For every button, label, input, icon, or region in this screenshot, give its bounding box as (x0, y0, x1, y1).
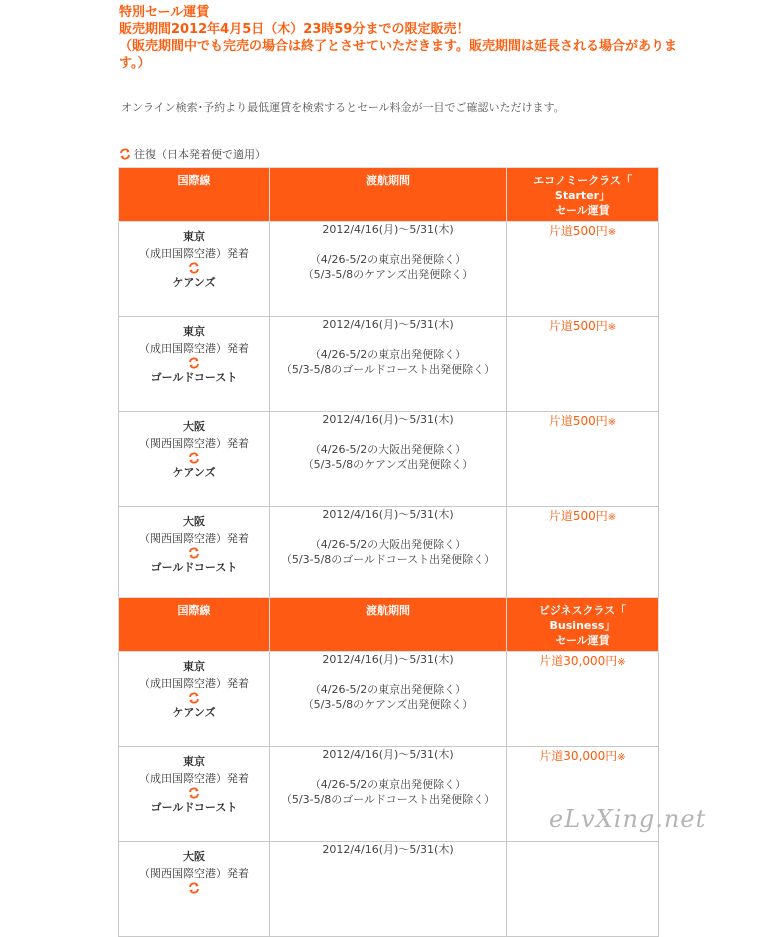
origin-city: 東京 (183, 660, 205, 673)
travel-period: 2012/4/16(月)～5/31(木) (322, 223, 454, 236)
route-label (119, 146, 266, 162)
period-cell (270, 652, 507, 747)
route-arrow-icon (188, 547, 200, 559)
fare-note-mark: ※ (607, 512, 617, 523)
price-cell (507, 652, 659, 747)
route-cell (119, 652, 270, 747)
circular-arrows-icon (119, 148, 131, 160)
intro-text: オンライン検索･予約より最低運賃を検索するとセール料金が一目でご確認いただけます。 (121, 101, 565, 114)
header-fare: ビジネスクラス「 Business」 セール運賃 (507, 598, 659, 652)
origin-city: 東京 (183, 230, 205, 243)
price-cell (507, 842, 659, 937)
exclusion-2: （5/3-5/8のゴールドコースト出発便除く） (280, 553, 496, 566)
header-period: 渡航期間 (270, 598, 507, 652)
fare-price: 片道500円 (548, 509, 608, 523)
exclusion-1: （4/26-5/2の東京出発便除く） (309, 778, 467, 791)
period-cell (270, 412, 507, 507)
route-cell (119, 747, 270, 842)
origin-airport: （成田国際空港）発着 (139, 677, 249, 690)
sale-period: 販売期間2012年4月5日（木）23時59分までの限定販売！ (119, 22, 470, 37)
table-row (119, 412, 659, 507)
table-row (119, 507, 659, 602)
origin-city: 東京 (183, 755, 205, 768)
travel-period: 2012/4/16(月)～5/31(木) (322, 318, 454, 331)
origin-airport: （成田国際空港）発着 (139, 247, 249, 260)
route-arrow-icon (188, 262, 200, 274)
exclusion-1: （4/26-5/2の東京出発便除く） (309, 683, 467, 696)
period-cell (270, 842, 507, 937)
header-period: 渡航期間 (270, 168, 507, 222)
table-header-row (119, 598, 659, 652)
destination-city: ケアンズ (172, 706, 216, 719)
price-cell (507, 222, 659, 317)
travel-period: 2012/4/16(月)～5/31(木) (322, 653, 454, 666)
route-arrow-icon (188, 357, 200, 369)
table-row (119, 842, 659, 937)
fare-note-mark: ※ (617, 752, 626, 763)
period-cell (270, 507, 507, 602)
period-cell (270, 222, 507, 317)
origin-city: 大阪 (183, 515, 205, 528)
exclusion-1: （4/26-5/2の大阪出発便除く） (309, 538, 467, 551)
exclusion-1: （4/26-5/2の東京出発便除く） (309, 253, 467, 266)
route-arrow-icon (188, 882, 200, 894)
sale-headline (119, 4, 679, 72)
price-cell (507, 317, 659, 412)
period-cell (270, 747, 507, 842)
fare-price: 片道500円 (548, 319, 608, 333)
fare-note-mark: ※ (607, 227, 617, 238)
destination-city: ゴールドコースト (150, 561, 238, 574)
destination-city: ゴールドコースト (150, 371, 238, 384)
route-arrow-icon (188, 787, 200, 799)
exclusion-2: （5/3-5/8のケアンズ出発便除く） (302, 458, 474, 471)
destination-city: ゴールドコースト (150, 801, 238, 814)
origin-city: 大阪 (183, 420, 205, 433)
exclusion-1: （4/26-5/2の東京出発便除く） (309, 348, 467, 361)
fare-price: 片道500円 (548, 414, 608, 428)
route-cell (119, 222, 270, 317)
origin-airport: （成田国際空港）発着 (139, 772, 249, 785)
business-fare-table (118, 597, 659, 937)
travel-period: 2012/4/16(月)～5/31(木) (322, 413, 454, 426)
route-arrow-icon (188, 452, 200, 464)
economy-fare-table (118, 167, 659, 602)
header-route: 国際線 (119, 168, 270, 222)
route-arrow-icon (188, 692, 200, 704)
travel-period: 2012/4/16(月)～5/31(木) (322, 843, 454, 856)
fare-note-mark: ※ (607, 322, 617, 333)
origin-airport: （関西国際空港）発着 (139, 532, 249, 545)
route-label-text: 往復（日本発着便で適用） (134, 148, 266, 161)
fare-price: 片道30,000円 (539, 749, 618, 763)
origin-city: 大阪 (183, 850, 205, 863)
table-header-row (119, 168, 659, 222)
exclusion-2: （5/3-5/8のケアンズ出発便除く） (302, 268, 474, 281)
price-cell (507, 412, 659, 507)
period-cell (270, 317, 507, 412)
fare-price: 片道500円 (548, 224, 608, 238)
route-cell (119, 842, 270, 937)
fare-note-mark: ※ (607, 417, 617, 428)
destination-city: ケアンズ (172, 276, 216, 289)
fare-price: 片道30,000円 (539, 654, 618, 668)
exclusion-2: （5/3-5/8のケアンズ出発便除く） (302, 698, 474, 711)
origin-city: 東京 (183, 325, 205, 338)
route-cell (119, 507, 270, 602)
exclusion-2: （5/3-5/8のゴールドコースト出発便除く） (280, 793, 496, 806)
exclusion-2: （5/3-5/8のゴールドコースト出発便除く） (280, 363, 496, 376)
table-row (119, 222, 659, 317)
route-cell (119, 412, 270, 507)
watermark: eLvXing.net (549, 805, 707, 833)
table-row (119, 317, 659, 412)
table-row (119, 652, 659, 747)
origin-airport: （関西国際空港）発着 (139, 437, 249, 450)
exclusion-1: （4/26-5/2の大阪出発便除く） (309, 443, 467, 456)
price-cell (507, 507, 659, 602)
origin-airport: （成田国際空港）発着 (139, 342, 249, 355)
travel-period: 2012/4/16(月)～5/31(木) (322, 508, 454, 521)
sale-title: 特別セール運賃 (119, 5, 210, 20)
header-fare: エコノミークラス「 Starter」 セール運賃 (507, 168, 659, 222)
route-cell (119, 317, 270, 412)
header-route: 国際線 (119, 598, 270, 652)
destination-city: ケアンズ (172, 466, 216, 479)
travel-period: 2012/4/16(月)～5/31(木) (322, 748, 454, 761)
origin-airport: （関西国際空港）発着 (139, 867, 249, 880)
fare-note-mark: ※ (617, 657, 626, 668)
sale-note: （販売期間中でも完売の場合は終了とさせていただきます。販売期間は延長される場合があります。） (119, 39, 677, 71)
